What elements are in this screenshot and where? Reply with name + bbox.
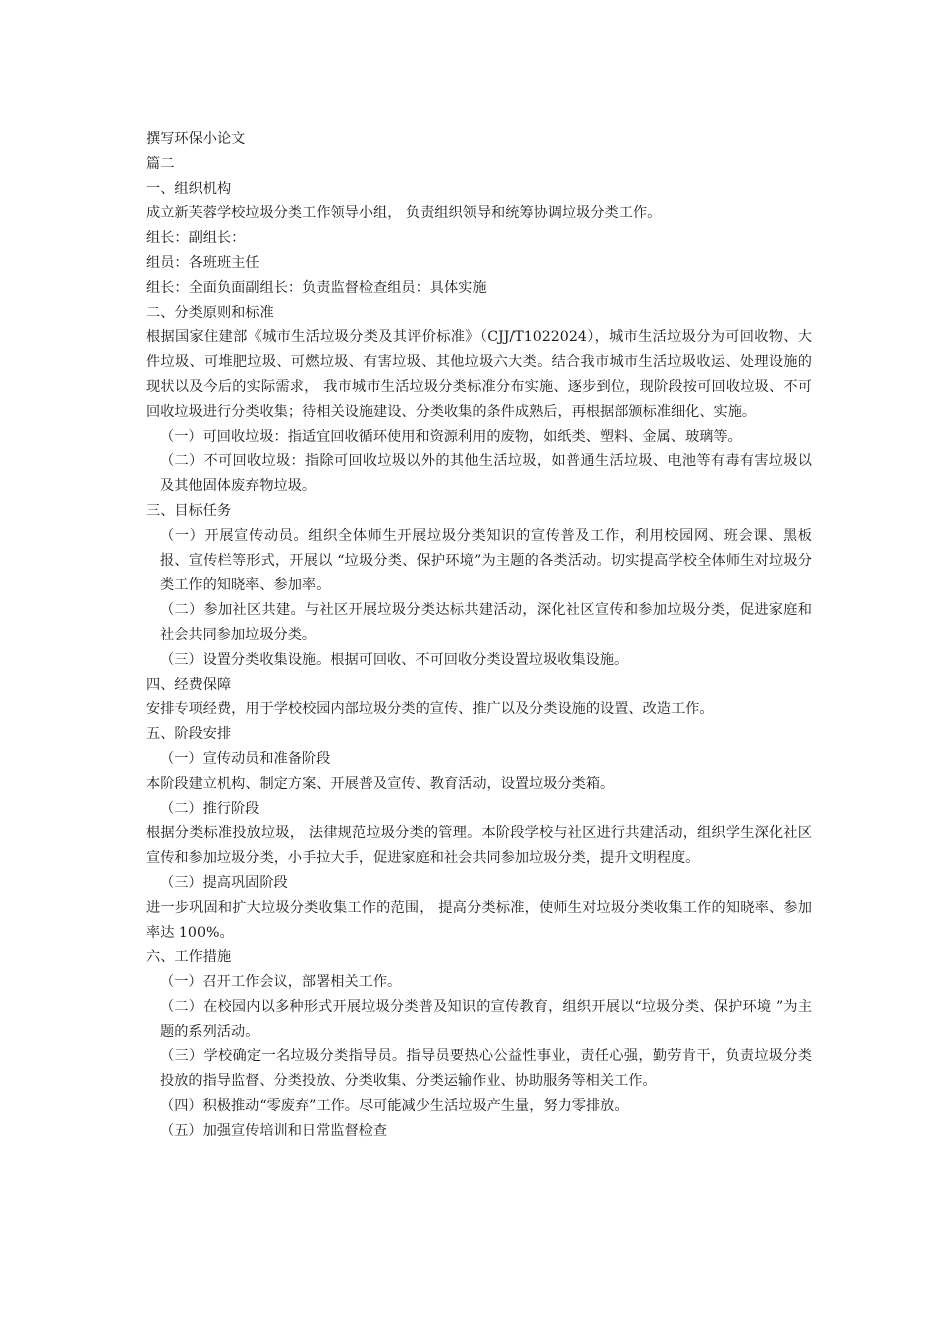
list-item: （二）在校园内以多种形式开展垃圾分类普及知识的宣传教育，组织开展以“垃圾分类、保护环境 ”为主题的系列活动。 <box>160 998 812 1040</box>
list-item: （三）设置分类收集设施。根据可回收、不可回收分类设置垃圾收集设施。 <box>160 651 629 668</box>
paragraph: 三、目标任务 <box>146 502 232 519</box>
list-item: （一）开展宣传动员。组织全体师生开展垃圾分类知识的宣传普及工作，利用校园网、班会课、黑板报、宣传栏等形式，开展以 “垃圾分类、保护环境”为主题的各类活动。切实提高学校全体师生对垃圾分类工作的知晓率、参加率。 <box>160 527 812 594</box>
paragraph: 一、组织机构 <box>146 180 232 197</box>
paragraph: 六、工作措施 <box>146 949 232 966</box>
paragraph: 成立新芙蓉学校垃圾分类工作领导小组， 负责组织领导和统筹协调垃圾分类工作。 <box>146 205 662 222</box>
document-title: 撰写环保小论文 <box>146 131 246 147</box>
document-blocks <box>146 177 812 1144</box>
list-item: （一）召开工作会议，部署相关工作。 <box>160 974 402 991</box>
paragraph: 五、阶段安排 <box>146 726 232 743</box>
paragraph: 组员：各班班主任 <box>146 254 260 271</box>
list-item: （一）宣传动员和准备阶段 <box>160 750 331 767</box>
list-item: （四）积极推动“零废弃”工作。尽可能减少生活垃圾产生量，努力零排放。 <box>160 1098 629 1115</box>
list-item: （二）参加社区共建。与社区开展垃圾分类达标共建活动，深化社区宣传和参加垃圾分类，促进家庭和社会共同参加垃圾分类。 <box>160 602 812 643</box>
paragraph: 安排专项经费，用于学校校园内部垃圾分类的宣传、推广以及分类设施的设置、改造工作。 <box>146 701 714 718</box>
paragraph: 四、经费保障 <box>146 676 232 693</box>
list-item: （三）学校确定一名垃圾分类指导员。指导员要热心公益性事业，责任心强，勤劳肯干，负责垃圾分类投放的指导监督、分类投放、分类收集、分类运输作业、协助服务等相关工作。 <box>160 1048 812 1090</box>
document-subtitle: 篇二 <box>146 155 175 172</box>
paragraph: 二、分类原则和标准 <box>146 304 274 321</box>
paragraph: 本阶段建立机构、制定方案、开展普及宣传、教育活动，设置垃圾分类箱。 <box>146 775 615 792</box>
paragraph: 进一步巩固和扩大垃圾分类收集工作的范围， 提高分类标准，使师生对垃圾分类收集工作的知晓率、参加率达 100%。 <box>146 899 812 941</box>
list-item: （一）可回收垃圾：指适宜回收循环使用和资源利用的废物，如纸类、塑料、金属、玻璃等。 <box>160 428 742 445</box>
paragraph: 组长：全面负面副组长：负责监督检查组员：具体实施 <box>146 279 487 296</box>
document-body <box>146 127 812 1144</box>
paragraph: 根据分类标准投放垃圾， 法律规范垃圾分类的管理。本阶段学校与社区进行共建活动，组织学生深化社区宣传和参加垃圾分类，小手拉大手，促进家庭和社会共同参加垃圾分类，提升文明程度。 <box>146 825 812 867</box>
list-item: （三）提高巩固阶段 <box>160 874 288 891</box>
paragraph: 组长：副组长： <box>146 230 246 247</box>
list-item: （二）不可回收垃圾：指除可回收垃圾以外的其他生活垃圾，如普通生活垃圾、电池等有毒有害垃圾以及其他固体废弃物垃圾。 <box>160 453 812 495</box>
paragraph: 根据国家住建部《城市生活垃圾分类及其评价标准》（CJJ/T1022024），城市生活垃圾分为可回收物、大件垃圾、可堆肥垃圾、可燃垃圾、有害垃圾、其他垃圾六大类。结合我市城市生活垃圾收运、处理设施的现状以及今后的实际需求， 我市城市生活垃圾分类标准分布实施、逐步到位，现阶段按可回收垃圾、不可回收垃圾进行分类收集；待相关设施建设、分类收集的条件成熟后，再根据部颁标准细化、实施。 <box>146 329 812 420</box>
list-item: （二）推行阶段 <box>160 800 260 817</box>
list-item: （五）加强宣传培训和日常监督检查 <box>160 1122 388 1139</box>
